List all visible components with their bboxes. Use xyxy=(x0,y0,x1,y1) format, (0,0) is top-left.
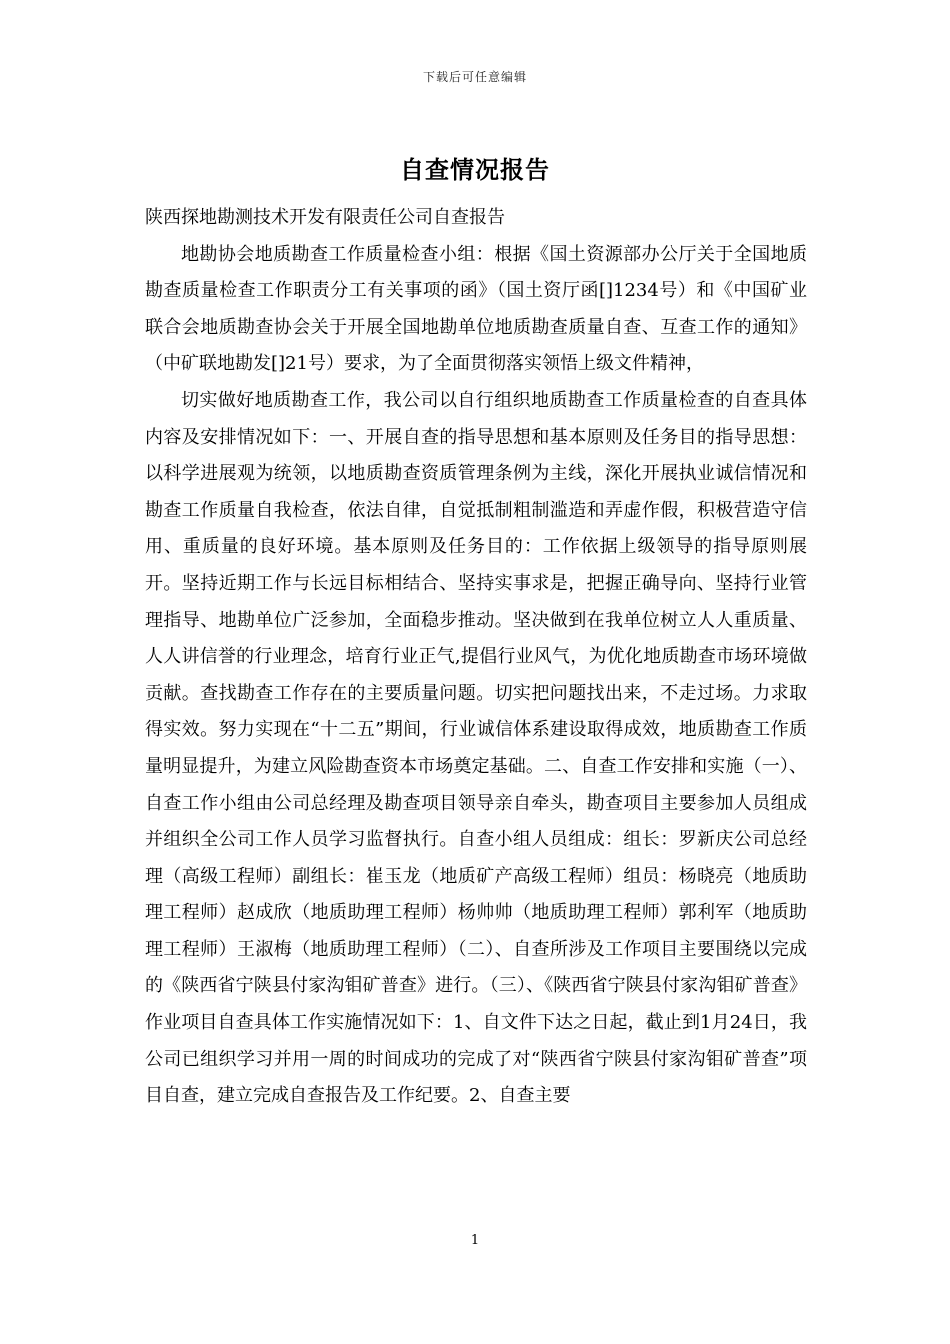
paragraph-1: 地勘协会地质勘查工作质量检查小组：根据《国土资源部办公厅关于全国地质勘查质量检查工作职责分工有关事项的函》（国土资厅函[]1234号）和《中国矿业联合会地质勘查协会关于开展全国地勘单位地质勘查质量自查、互查工作的通知》（中矿联地勘发[]21号）要求，为了全面贯彻落实领悟上级文件精神， xyxy=(145,243,807,375)
document-body xyxy=(145,200,807,1115)
header-note: 下载后可任意编辑 xyxy=(422,70,527,84)
document-subtitle: 陕西探地勘测技术开发有限责任公司自查报告 xyxy=(145,207,505,228)
paragraph-2: 切实做好地质勘查工作，我公司以自行组织地质勘查工作质量检查的自查具体内容及安排情况如下：一、开展自查的指导思想和基本原则及任务目的指导思想：以科学进展观为统领，以地质勘查资质管理条例为主线，深化开展执业诚信情况和勘查工作质量自我检查，依法自律，自觉抵制粗制滥造和弄虚作假，积极营造守信用、重质量的良好环境。基本原则及任务目的：工作依据上级领导的指导原则展开。坚持近期工作与长远目标相结合、坚持实事求是，把握正确导向、坚持行业管理指导、地勘单位广泛参加，全面稳步推动。坚决做到在我单位树立人人重质量、人人讲信誉的行业理念，培育行业正气,提倡行业风气，为优化地质勘查市场环境做贡献。查找勘查工作存在的主要质量问题。切实把问题找出来，不走过场。力求取得实效。努力实现在“十二五”期间，行业诚信体系建设取得成效，地质勘查工作质量明显提升，为建立风险勘查资本市场奠定基础。二、自查工作安排和实施（一）、自查工作小组由公司总经理及勘查项目领导亲自牵头，勘查项目主要参加人员组成并组织全公司工作人员学习监督执行。自查小组人员组成：组长：罗新庆公司总经理（高级工程师）副组长：崔玉龙（地质矿产高级工程师）组员：杨晓亮（地质助理工程师）赵成欣（地质助理工程师）杨帅帅（地质助理工程师）郭利军（地质助理工程师）王淑梅（地质助理工程师）（二）、自查所涉及工作项目主要围绕以完成的《陕西省宁陕县付家沟钼矿普查》进行。（三）、《陕西省宁陕县付家沟钼矿普查》作业项目自查具体工作实施情况如下：1、自文件下达之日起，截止到1月24日，我公司已组织学习并用一周的时间成功的完成了对“陕西省宁陕县付家沟钼矿普查”项目自查，建立完成自查报告及工作纪要。2、自查主要 xyxy=(145,389,807,1107)
page-number: 1 xyxy=(470,1233,480,1248)
document-title: 自查情况报告 xyxy=(400,156,550,184)
